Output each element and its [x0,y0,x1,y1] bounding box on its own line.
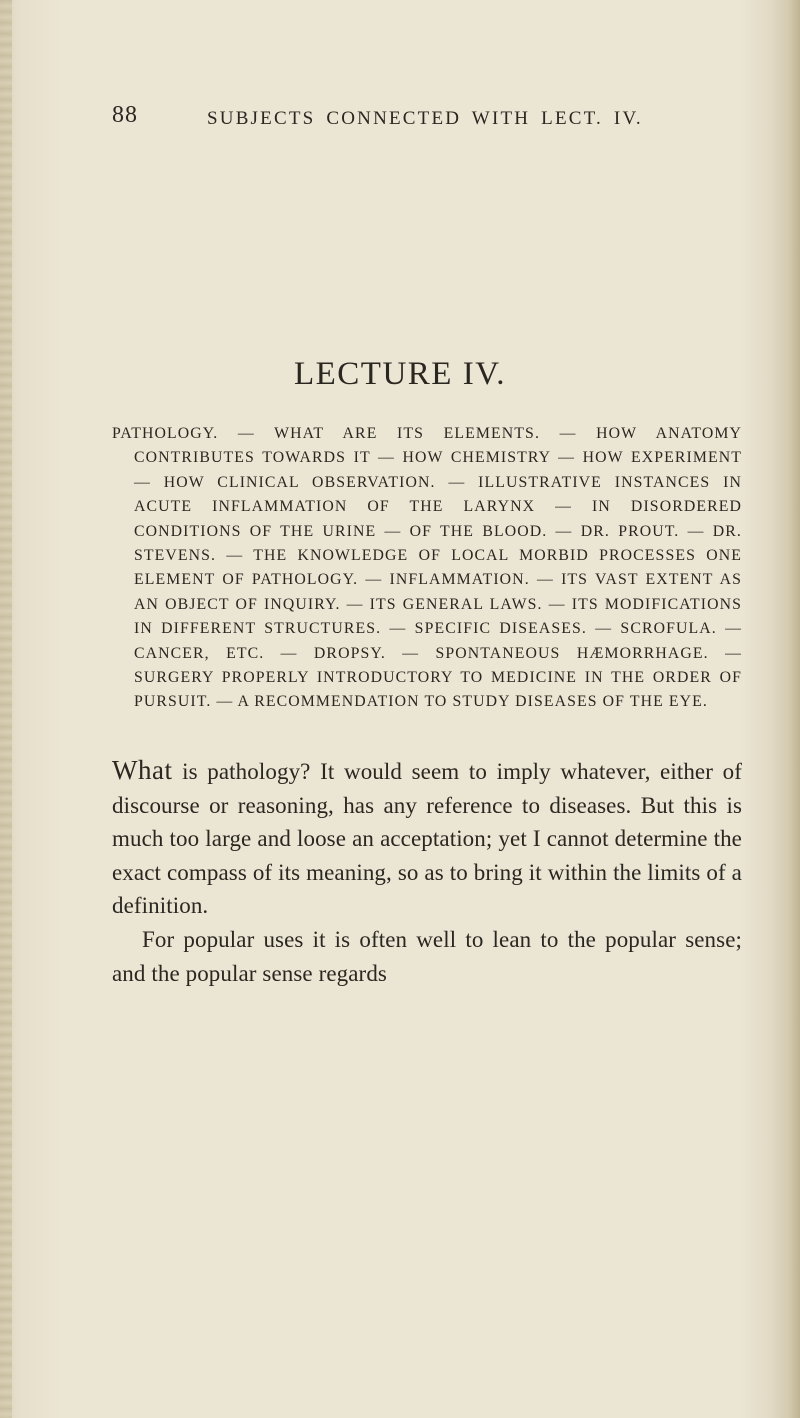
body-text [112,754,742,990]
page-number: 88 [112,102,138,128]
lecture-synopsis: PATHOLOGY. — WHAT ARE ITS ELEMENTS. — HOW ANATOMY CONTRIBUTES TOWARDS IT — HOW CHEMISTRY — HOW EXPERIMENT — HOW CLINICAL OBSERVATION. — ILLUSTRATIVE INSTANCES IN ACUTE INFLAMMATION OF THE LARYNX — IN DISORDERED CONDITIONS OF THE URINE — OF THE BLOOD. — DR. PROUT. — DR. STEVENS. — THE KNOWLEDGE OF LOCAL MORBID PROCESSES ONE ELEMENT OF PATHOLOGY. — INFLAMMATION. — ITS VAST EXTENT AS AN OBJECT OF INQUIRY. — ITS GENERAL LAWS. — ITS MODIFICATIONS IN DIFFERENT STRUCTURES. — SPECIFIC DISEASES. — SCROFULA. — CANCER, ETC. — DROPSY. — SPONTANEOUS HÆMORRHAGE. — SURGERY PROPERLY INTRODUCTORY TO MEDICINE IN THE ORDER OF PURSUIT. — A RECOMMENDATION TO STUDY DISEASES OF THE EYE. [112,425,742,711]
paragraph-2: For popular uses it is often well to lean to the popular sense; and the popular sense regards [112,926,742,986]
paragraph-lead-word: What [112,755,173,785]
page-binding-shadow [0,0,12,1418]
paragraph-1-text: is pathology? It would seem to imply whatever, either of discourse or reasoning, has any reference to diseases. But this is much too large and loose an acceptation; yet I cannot determine the exact compass of its meaning, so as to bring it within the limits of a definition. [112,759,742,919]
running-title: SUBJECTS CONNECTED WITH LECT. IV. [207,108,643,129]
page-edge-shadow [786,0,800,1418]
paragraph-1 [112,754,742,923]
running-head [112,102,742,142]
lecture-title: LECTURE IV. [293,356,507,392]
